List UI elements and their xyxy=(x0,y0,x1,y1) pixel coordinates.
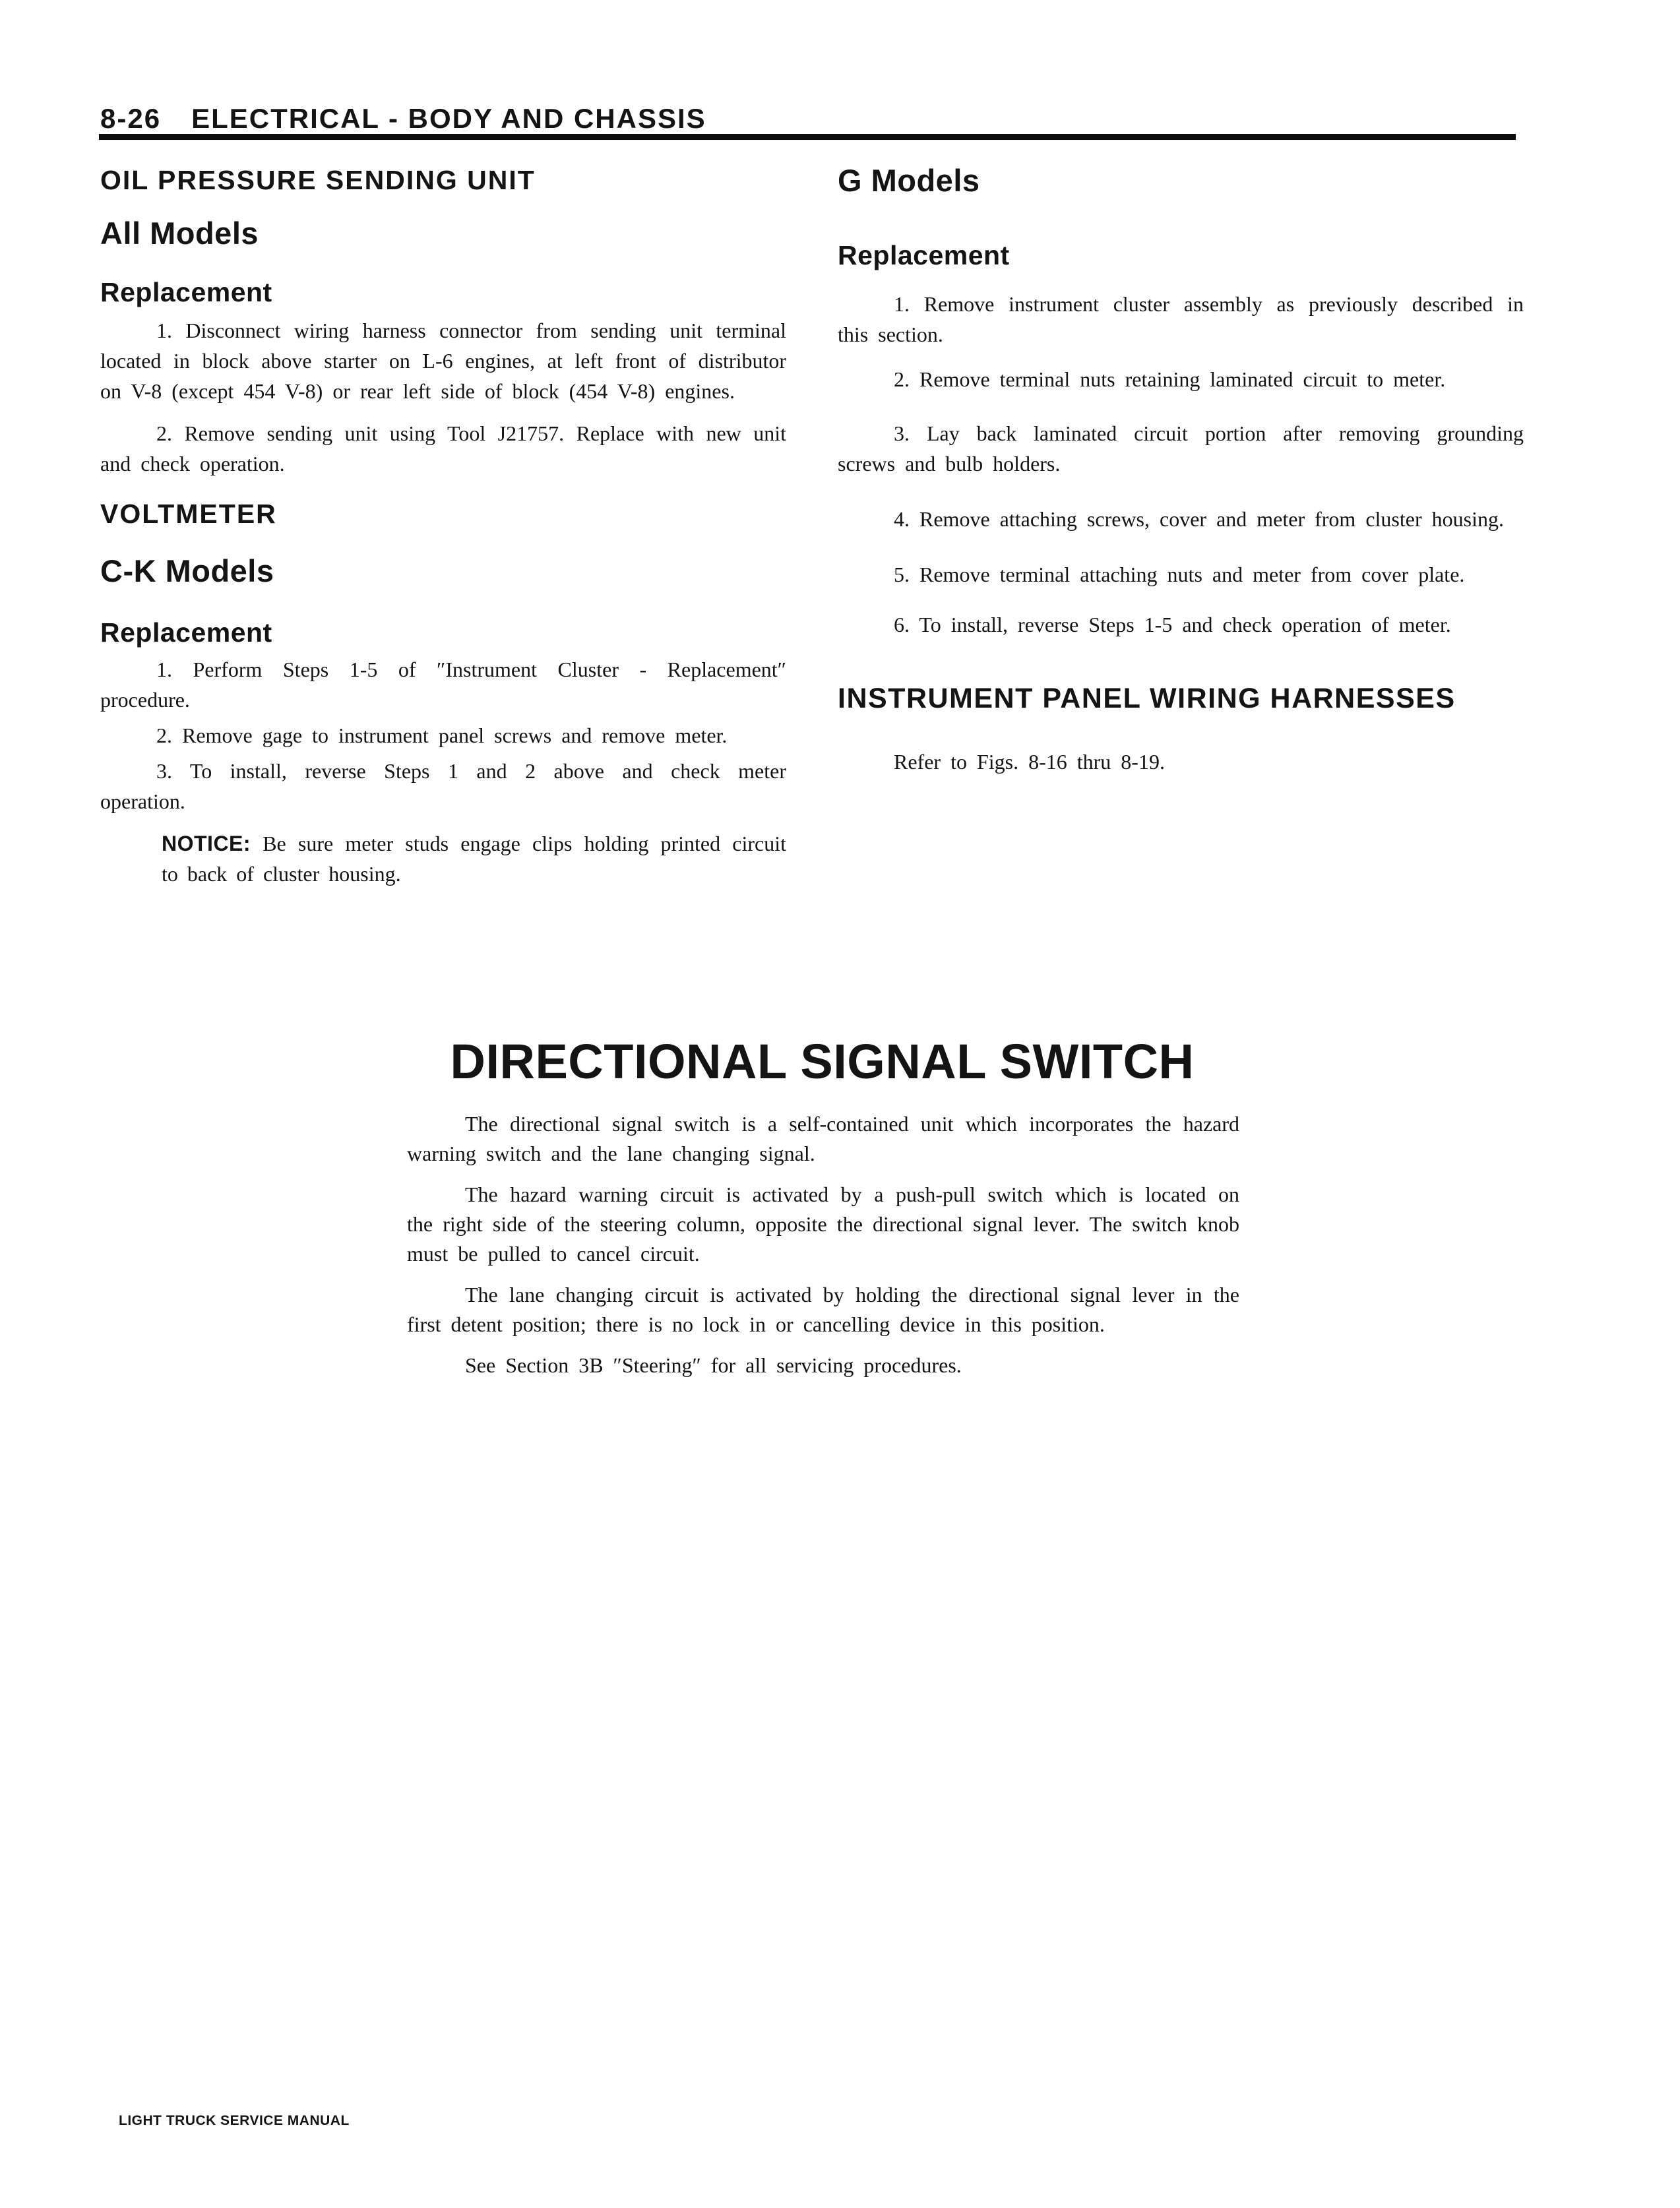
header-rule xyxy=(99,134,1516,140)
page-header-title: ELECTRICAL - BODY AND CHASSIS xyxy=(191,103,706,134)
body-paragraph: See Section 3B ″Steering″ for all servicing procedures. xyxy=(465,1353,962,1377)
section-heading-instrument-panel-wiring-harnesses: INSTRUMENT PANEL WIRING HARNESSES xyxy=(838,683,1456,714)
body-paragraph: The directional signal switch is a self-contained unit which incorporates the hazard warning switch and the lane changing signal. xyxy=(407,1112,1239,1165)
body-paragraph: The lane changing circuit is activated by holding the directional signal lever in the first detent position; there is no lock in or cancelling device in this position. xyxy=(407,1283,1239,1336)
step-paragraph: 2. Remove gage to instrument panel screws and remove meter. xyxy=(156,723,728,747)
left-column xyxy=(100,165,786,889)
step-paragraph: 4. Remove attaching screws, cover and meter from cluster housing. xyxy=(894,507,1504,531)
subheading-replacement: Replacement xyxy=(838,240,1010,270)
page-header xyxy=(100,104,706,133)
subheading-all-models: All Models xyxy=(100,216,259,251)
subheading-replacement: Replacement xyxy=(100,277,272,307)
step-paragraph: 5. Remove terminal attaching nuts and meter from cover plate. xyxy=(894,563,1465,586)
notice-label: NOTICE: xyxy=(162,832,251,855)
body-paragraph: The hazard warning circuit is activated by a push-pull switch which is located on the right side of the steering column, opposite the directional signal lever. The switch knob must be pulled to cancel circuit. xyxy=(407,1182,1239,1266)
section-title-directional-signal-switch: DIRECTIONAL SIGNAL SWITCH xyxy=(450,1034,1195,1089)
page-number: 8-26 xyxy=(100,103,162,134)
footer-text: LIGHT TRUCK SERVICE MANUAL xyxy=(119,2113,350,2128)
subheading-ck-models: C-K Models xyxy=(100,553,274,588)
step-paragraph: 1. Disconnect wiring harness connector from sending unit terminal located in block above starter on L-6 engines, at left front of distributor on V-8 (except 454 V-8) or rear left side of block (454 V-8) engines. xyxy=(100,319,786,403)
directional-signal-switch-body xyxy=(407,1109,1239,1380)
directional-signal-switch-section xyxy=(0,1034,1680,1392)
page-footer xyxy=(119,2113,350,2129)
step-paragraph: 2. Remove sending unit using Tool J21757. Replace with new unit and check operation. xyxy=(100,421,786,475)
step-paragraph: 6. To install, reverse Steps 1-5 and check operation of meter. xyxy=(894,613,1451,636)
notice-text: Be sure meter studs engage clips holding printed circuit to back of cluster housing. xyxy=(162,832,787,886)
refer-paragraph: Refer to Figs. 8-16 thru 8-19. xyxy=(894,750,1165,774)
section-heading-voltmeter: VOLTMETER xyxy=(100,499,277,529)
step-paragraph: 3. Lay back laminated circuit portion after removing grounding screws and bulb holders. xyxy=(838,421,1524,475)
subheading-replacement: Replacement xyxy=(100,617,272,648)
subheading-g-models: G Models xyxy=(838,163,980,198)
right-column xyxy=(838,164,1524,777)
step-paragraph: 3. To install, reverse Steps 1 and 2 above and check meter operation. xyxy=(100,759,786,813)
notice-paragraph xyxy=(100,828,786,889)
section-heading-oil-pressure-sending-unit: OIL PRESSURE SENDING UNIT xyxy=(100,165,536,195)
step-paragraph: 1. Perform Steps 1-5 of ″Instrument Cluster - Replacement″ procedure. xyxy=(100,658,786,712)
step-paragraph: 2. Remove terminal nuts retaining laminated circuit to meter. xyxy=(894,367,1446,391)
step-paragraph: 1. Remove instrument cluster assembly as previously described in this section. xyxy=(838,292,1524,346)
